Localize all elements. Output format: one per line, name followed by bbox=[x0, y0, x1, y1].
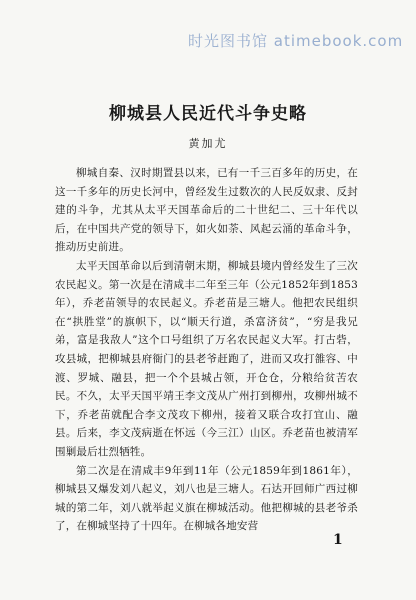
page-number: 1 bbox=[333, 532, 343, 548]
article-body bbox=[55, 164, 358, 536]
paragraph: 柳城自秦、汉时期置县以来，已有一千三百多年的历史，在这一千多年的历史长河中，曾经发生过数次的人民反奴隶、反封建的斗争，尤其从太平天国革命后的二十世纪二、三十年代以后，在中国共产党的领导下，如火如荼、风起云涌的革命斗争，推动历史前进。 bbox=[55, 167, 358, 254]
author-name: 黄加尤 bbox=[188, 137, 228, 150]
paragraph: 太平天国革命以后到清朝末期，柳城县境内曾经发生了三次农民起义。第一次是在清咸丰二年至三年（公元1852年到1853年），乔老苗领导的农民起义。乔老苗是三塘人。他把农民组织在“拱胜堂”的旗帜下，以“顺天行道，杀富济贫”，“穷是我兄弟，富是我敌人”这个口号组织了万名农民起义大军。打古砦，攻县城，把柳城县府衙门的县老爷赶跑了，进而又攻打雒容、中渡、罗城、融县，把一个个县城占领，开仓仓，分粮给贫苦农民。不久，太平天国平靖王李文茂从广州打到柳州，攻柳州城不下，乔老苗就配合李文茂攻下柳州，接着又联合攻打宜山、融县。后来，李文茂病逝在怀远（今三江）山区。乔老苗也被清军围剿最后壮烈牺牲。 bbox=[55, 259, 358, 458]
watermark: 时光图书馆 atimebook.com bbox=[188, 32, 404, 50]
article-title: 柳城县人民近代斗争史略 bbox=[109, 104, 307, 124]
paragraph: 第二次是在清咸丰9年到11年（公元1859年到1861年），柳城县又爆发刘八起义，刘八也是三塘人。石达开回师广西过柳城的第二年，刘八就举起义旗在柳城活动。他把柳城的县老爷杀了，在柳城坚持了十四年。在柳城各地安营 bbox=[55, 464, 358, 533]
